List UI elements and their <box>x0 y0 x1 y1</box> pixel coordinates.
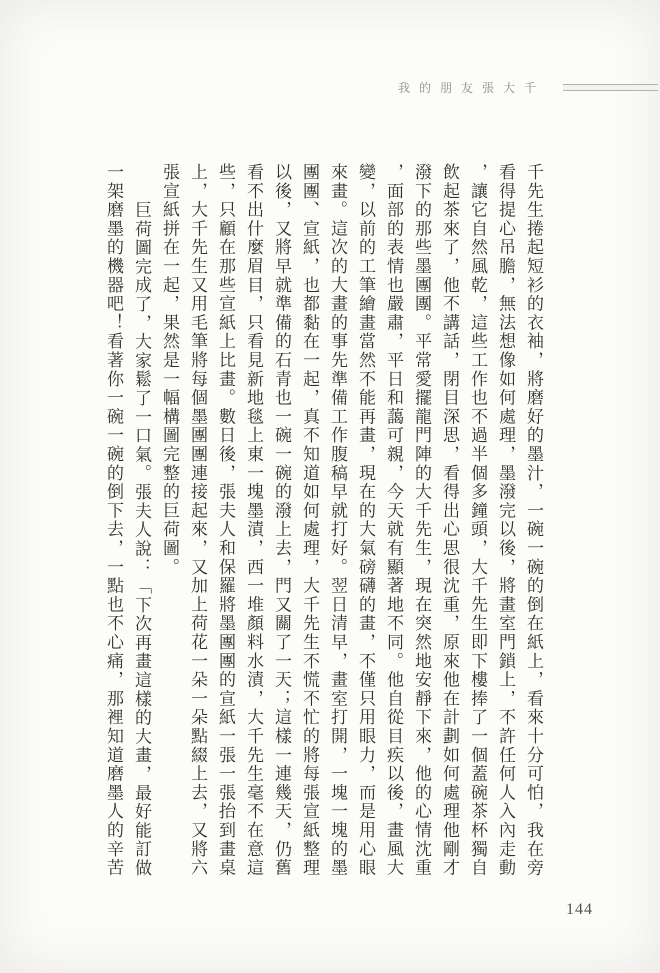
running-header-title: 我的朋友張大千 <box>398 81 546 95</box>
text-column: 看得提心吊膽，無法想像如何處理，墨潑完以後，將畫室門鎖上，不許任何人入內走動 <box>496 163 515 878</box>
text-column: 看不出什麼眉目，只看見新地毯上東一塊墨漬，西一堆顏料水漬，大千先生毫不在意這 <box>244 163 263 878</box>
text-column: 變，以前的工筆繪畫當然不能再畫，現在的大氣磅礴的畫，不僅只用眼力，而是用心眼 <box>356 163 375 878</box>
page-number: 144 <box>566 901 593 918</box>
text-column: 些，只顧在那些宣紙上比畫。數日後，張夫人和保羅將墨團團的宣紙一張一張抬到畫桌 <box>216 163 235 878</box>
text-column: 張宣紙拼在一起，果然是一幅構圖完整的巨荷圖。 <box>160 163 179 577</box>
text-column: 來畫。這次的大畫的事先準備工作腹稿早就打好。翌日清早，畫室打開，一塊一塊的墨 <box>328 163 347 878</box>
text-column: 團團、宣紙，也都黏在一起，真不知道如何處理，大千先生不慌不忙的將每張宣紙整理 <box>300 163 319 878</box>
text-column: 上，大千先生又用毛筆將每個墨團團連接起來，又加上荷花一朵一朵點綴上去，又將六 <box>188 163 207 878</box>
text-column: 以後，又將早就準備的石青也一碗一碗的潑上去，門又關了一天；這樣一連幾天，仍舊 <box>272 163 291 878</box>
text-column: 一架磨墨的機器吧！看著你一碗一碗的倒下去，一點也不心痛，那裡知道磨墨人的辛苦 <box>104 163 123 878</box>
text-column: 千先生捲起短衫的衣袖，將磨好的墨汁，一碗一碗的倒在紙上，看來十分可怕，我在旁 <box>524 163 543 878</box>
text-column: 飲起茶來了，他不講話，閉目深思，看得出心思很沈重，原來他在計劃如何處理他剛才 <box>440 163 459 878</box>
text-column: 巨荷圖完成了，大家鬆了一口氣。張夫人說：「下次再畫這樣的大畫，最好能訂做 <box>132 201 151 878</box>
header-rule <box>563 84 658 91</box>
text-column: ，面部的表情也嚴肅，平日和藹可親，今天就有顯著地不同。他自從目疾以後，畫風大 <box>384 163 403 878</box>
text-column: ，讓它自然風乾，這些工作也不過半個多鐘頭，大千先生即下樓捧了一個蓋碗茶杯獨自 <box>468 163 487 878</box>
body-text <box>95 163 547 881</box>
text-column: 潑下的那些墨團團。平常愛擺龍門陣的大千先生，現在突然地安靜下來，他的心情沈重 <box>412 163 431 878</box>
